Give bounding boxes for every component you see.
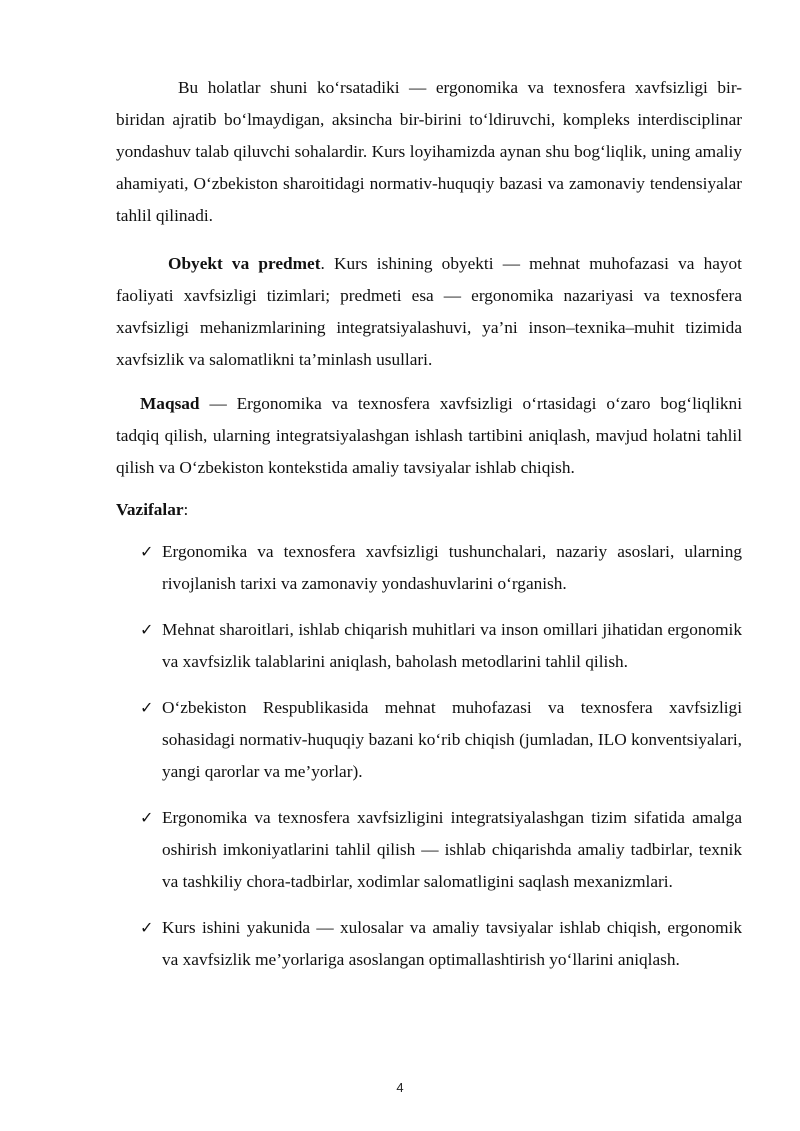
checkmark-icon: ✓ <box>140 808 154 827</box>
intro-paragraph: Bu holatlar shuni ko‘rsatadiki — ergonomika va texnosfera xavfsizligi bir-biridan ajratib bo‘lmaydigan, aksincha bir-birini to‘ldiruvchi, kompleks interdisciplinar yondashuv talab qiluvchi sohalardir. Kurs loyihamizda aynan shu bog‘liqlik, uning amaliy ahamiyati, O‘zbekiston sharoitidagi normativ-huquqiy bazasi va zamonaviy tendensiyalar tahlil qilinadi. <box>116 78 742 225</box>
goal-label: Maqsad <box>140 394 200 413</box>
task-text: Ergonomika va texnosfera xavfsizligi tushunchalari, nazariy asoslari, ularning rivojlanish tarixi va zamonaviy yondashuvlarini o‘rganish. <box>162 542 742 593</box>
object-label: Obyekt va predmet <box>168 254 321 273</box>
checkmark-icon: ✓ <box>140 542 154 561</box>
tasks-list <box>116 536 742 976</box>
list-item <box>116 536 742 600</box>
checkmark-icon: ✓ <box>140 698 154 717</box>
goal-text: — Ergonomika va texnosfera xavfsizligi o‘rtasidagi o‘zaro bog‘liqlikni tadqiq qilish, ularning integratsiyalashgan ishlash tartibini aniqlash, mavjud holatni tahlil qilish va O‘zbekiston kontekstida amaliy tavsiyalar ishlab chiqish. <box>116 394 742 477</box>
checkmark-icon: ✓ <box>140 620 154 639</box>
goal-paragraph <box>116 388 742 484</box>
tasks-heading-label: Vazifalar <box>116 500 184 519</box>
object-paragraph <box>116 248 742 376</box>
tasks-heading <box>116 494 742 526</box>
tasks-heading-suffix: : <box>183 500 189 519</box>
list-item <box>116 614 742 678</box>
object-text: . Kurs ishining obyekti — mehnat muhofazasi va hayot faoliyati xavfsizligi tizimlari; predmeti esa — ergonomika nazariyasi va texnosfera xavfsizligi mehanizmlarining integratsiyalashuvi, ya’ni inson–texnika–muhit tizimida xavfsizlik va salomatlikni ta’minlash usullari. <box>116 254 742 369</box>
task-text: Ergonomika va texnosfera xavfsizligini integratsiyalashgan tizim sifatida amalga oshirish imkoniyatlarini tahlil qilish — ishlab chiqarishda amaliy tadbirlar, texnik va tashkiliy chora-tadbirlar, xodimlar salomatligini saqlash mexanizmlari. <box>162 808 742 891</box>
page-number: 4 <box>396 1080 404 1095</box>
task-text: O‘zbekiston Respublikasida mehnat muhofazasi va texnosfera xavfsizligi sohasidagi normativ-huquqiy bazani ko‘rib chiqish (jumladan, ILO konventsiyalari, yangi qarorlar va me’yorlar). <box>162 698 742 781</box>
list-item <box>116 912 742 976</box>
task-text: Mehnat sharoitlari, ishlab chiqarish muhitlari va inson omillari jihatidan ergonomik va xavfsizlik talablarini aniqlash, baholash metodlarini tahlil qilish. <box>162 620 742 671</box>
task-text: Kurs ishini yakunida — xulosalar va amaliy tavsiyalar ishlab chiqish, ergonomik va xavfsizlik me’yorlariga asoslangan optimallashtirish yo‘llarini aniqlash. <box>162 918 742 969</box>
checkmark-icon: ✓ <box>140 918 154 937</box>
list-item <box>116 692 742 788</box>
list-item <box>116 802 742 898</box>
page-content <box>116 72 742 990</box>
